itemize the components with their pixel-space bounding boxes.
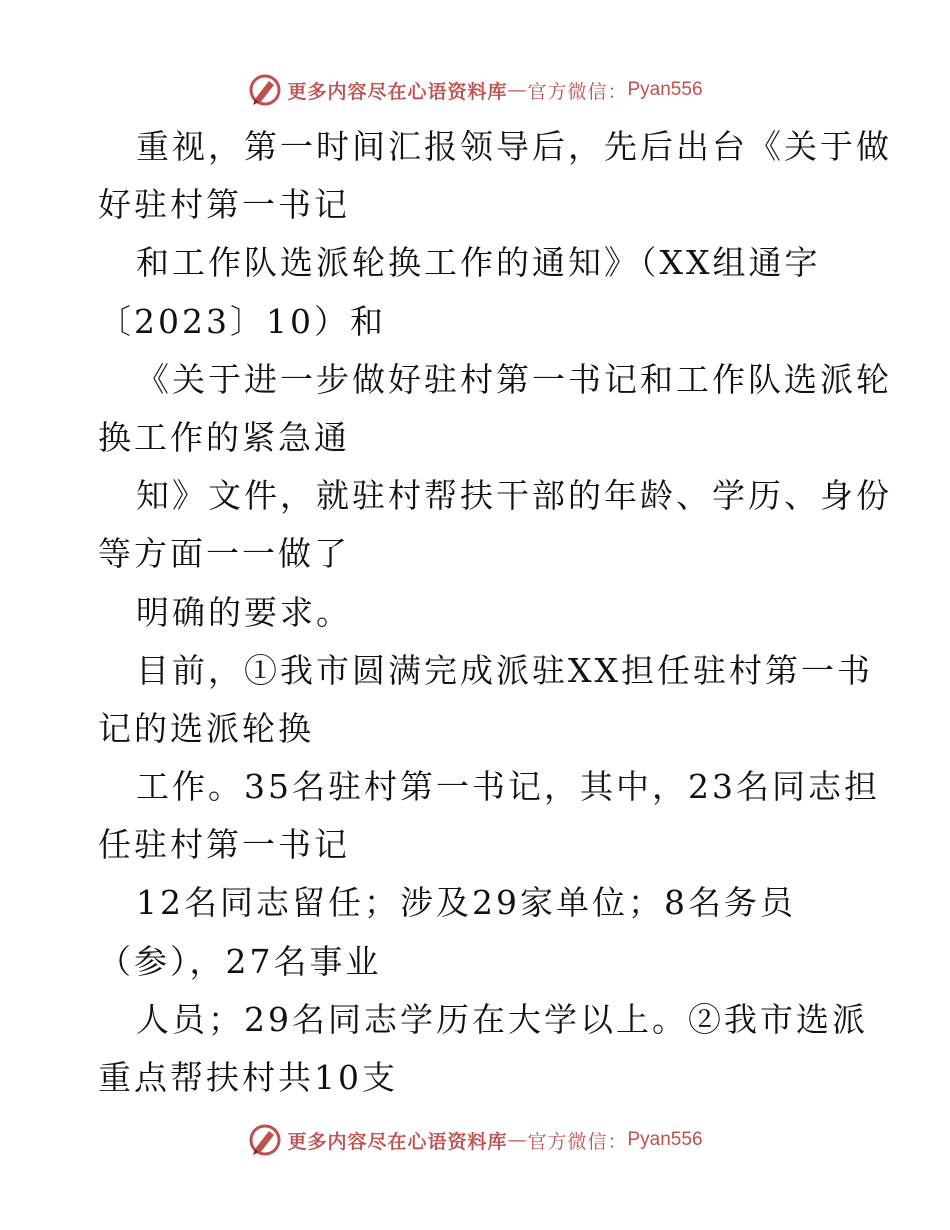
text-line: 任驻村第一书记 [98,825,350,865]
pen-logo-icon [247,72,283,108]
watermark-official-text: 官方微信： [527,1130,628,1153]
text-line: （参），27名事业 [98,941,382,981]
text-line: 重视，第一时间汇报领导后，先后出台《关于做 [136,127,892,166]
watermark-wechat-id: Pyan556 [627,79,703,100]
text-line: 《关于进一步做好驻村第一书记和工作队选派轮 [136,359,892,399]
text-line: 好驻村第一书记 [98,185,350,225]
watermark-official-text: 官方微信： [527,80,628,103]
text-line: 重点帮扶村共10支 [98,1058,398,1097]
watermark-site-text: 更多内容尽在心语资料库 [287,1130,508,1153]
pen-logo-icon [247,1122,283,1158]
watermark-dash: — [507,1129,528,1151]
text-line: 记的选派轮换 [98,708,314,748]
document-body [98,118,892,1107]
text-line: 换工作的紧急通 [98,417,350,457]
text-line: 明确的要求。 [136,592,352,632]
text-line: 12名同志留任；涉及29家单位；8名务员 [136,883,796,923]
watermark-wechat-id: Pyan556 [627,1129,703,1150]
text-line: 人员；29名同志学历在大学以上。②我市选派 [136,999,868,1039]
text-line: 工作。35名驻村第一书记，其中，23名同志担 [136,767,880,807]
text-line: 目前，①我市圆满完成派驻XX担任驻村第一书 [136,650,873,690]
footer-watermark [0,1120,950,1160]
text-line: 和工作队选派轮换工作的通知》（XX组通字 [136,243,821,283]
text-line: 知》文件，就驻村帮扶干部的年龄、学历、身份 [136,476,892,516]
text-line: 〔2023〕10）和 [98,301,386,341]
header-watermark [0,70,950,110]
text-line: 等方面一一做了 [98,534,350,574]
watermark-site-text: 更多内容尽在心语资料库 [287,80,508,103]
watermark-dash: — [507,79,528,101]
